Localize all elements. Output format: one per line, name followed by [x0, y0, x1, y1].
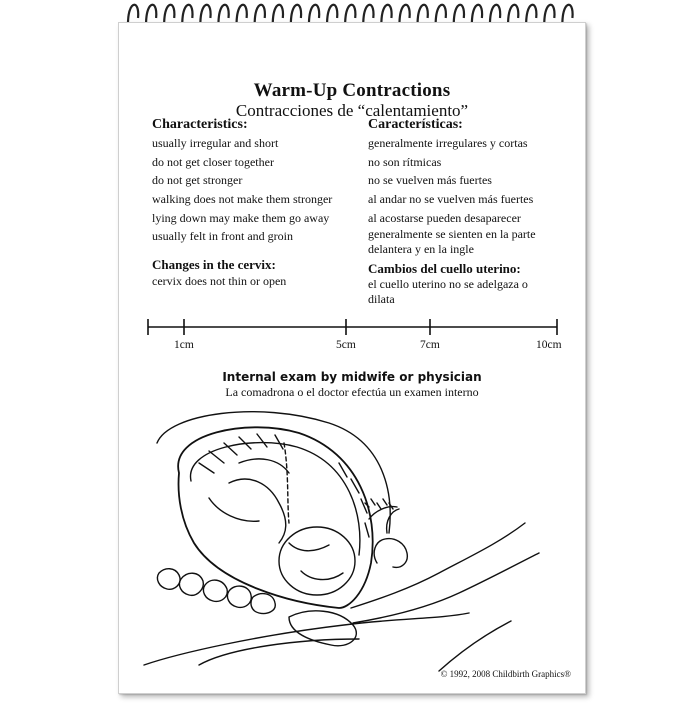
list-item: al acostarse pueden desaparecer: [368, 211, 521, 225]
page-subtitle: Contracciones de “calentamiento”: [235, 101, 469, 120]
list-item: generalmente irregulares y cortas: [368, 136, 528, 150]
list-item: generalmente se sienten en la parte: [368, 227, 536, 241]
cervix-text: cervix does not thin or open: [152, 274, 287, 288]
cuello-text-cont: dilata: [368, 292, 395, 306]
ruler-label-10cm: 10cm: [536, 339, 562, 351]
cuello-heading: Cambios del cuello uterino:: [368, 261, 521, 276]
list-item: do not get closer together: [152, 155, 274, 169]
ruler-label-1cm: 1cm: [174, 339, 194, 351]
exam-title: Internal exam by midwife or physician: [222, 370, 482, 384]
list-item: al andar no se vuelven más fuertes: [368, 192, 534, 206]
ruler-label-5cm: 5cm: [336, 339, 356, 351]
list-item: walking does not make them stronger: [152, 192, 333, 206]
list-item: do not get stronger: [152, 173, 243, 187]
list-item: usually felt in front and groin: [152, 229, 293, 243]
list-item: usually irregular and short: [152, 136, 279, 150]
list-item: no son rítmicas: [368, 155, 442, 169]
cuello-text: el cuello uterino no se adelgaza o: [368, 277, 528, 291]
list-item: delantera y en la ingle: [368, 242, 474, 256]
ruler-label-7cm: 7cm: [420, 339, 440, 351]
exam-subtitle: La comadrona o el doctor efectúa un examen interno: [225, 385, 479, 399]
characteristics-heading: Characteristics:: [152, 117, 248, 132]
copyright: © 1992, 2008 Childbirth Graphics®: [440, 669, 571, 679]
list-item: lying down may make them go away: [152, 211, 330, 225]
cervix-heading: Changes in the cervix:: [152, 257, 276, 272]
caracteristicas-heading: Características:: [368, 117, 463, 132]
page-title: Warm-Up Contractions: [253, 80, 451, 101]
list-item: no se vuelven más fuertes: [368, 173, 492, 187]
internal-exam-illustration: [139, 403, 569, 673]
flashcard: [118, 22, 586, 694]
